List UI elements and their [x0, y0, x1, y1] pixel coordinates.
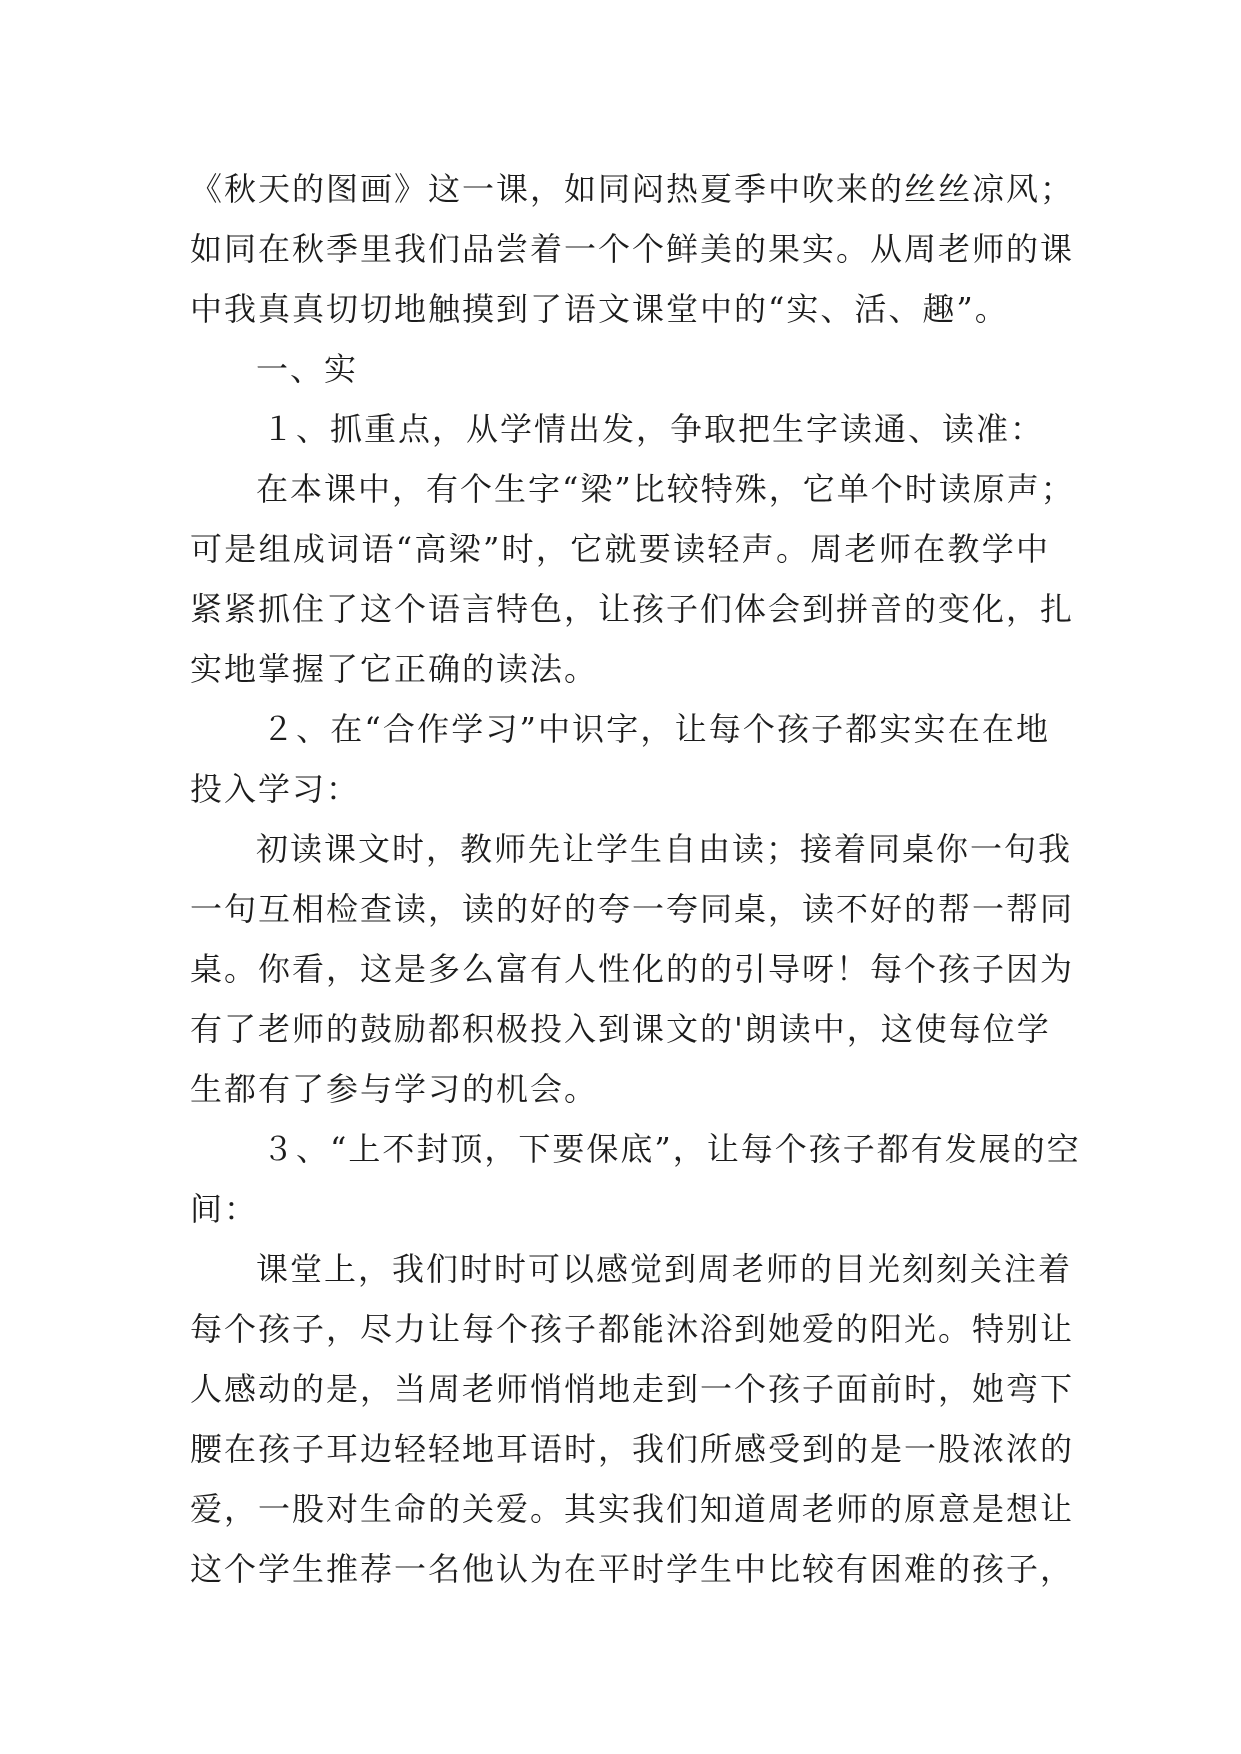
text-line: 实地掌握了它正确的读法。 — [190, 650, 599, 688]
text-line: 可是组成词语“高梁”时，它就要读轻声。周老师在教学中 — [190, 530, 1050, 568]
subheading: ２、在“合作学习”中识字，让每个孩子都实实在在地 — [262, 710, 1050, 748]
text-line: 桌。你看，这是多么富有人性化的的引导呀！每个孩子因为 — [190, 950, 1075, 988]
section-heading: 一、实 — [256, 350, 359, 388]
text-line: 初读课文时，教师先让学生自由读；接着同桌你一句我 — [256, 830, 1073, 868]
subheading: ３、“上不封顶，下要保底”，让每个孩子都有发展的空 — [262, 1130, 1081, 1168]
text-line: 每个孩子，尽力让每个孩子都能沐浴到她爱的阳光。特别让 — [190, 1310, 1075, 1348]
text-line: 如同在秋季里我们品尝着一个个鲜美的果实。从周老师的课 — [190, 230, 1075, 268]
text-line: 腰在孩子耳边轻轻地耳语时，我们所感受到的是一股浓浓的 — [190, 1430, 1075, 1468]
text-line: 生都有了参与学习的机会。 — [190, 1070, 599, 1108]
text-line: 课堂上，我们时时可以感觉到周老师的目光刻刻关注着 — [256, 1250, 1073, 1288]
text-line: 投入学习： — [190, 770, 361, 808]
text-line: 紧紧抓住了这个语言特色，让孩子们体会到拼音的变化，扎 — [190, 590, 1075, 628]
text-line: 爱，一股对生命的关爱。其实我们知道周老师的原意是想让 — [190, 1490, 1075, 1528]
text-line: 中我真真切切地触摸到了语文课堂中的“实、活、趣”。 — [190, 290, 1009, 328]
subheading: １、抓重点，从学情出发，争取把生字读通、读准： — [262, 410, 1045, 448]
text-line: 间： — [190, 1190, 259, 1228]
text-line: 《秋天的图画》这一课，如同闷热夏季中吹来的丝丝凉风； — [190, 170, 1075, 208]
text-line: 这个学生推荐一名他认为在平时学生中比较有困难的孩子， — [190, 1550, 1075, 1588]
text-line: 人感动的是，当周老师悄悄地走到一个孩子面前时，她弯下 — [190, 1370, 1075, 1408]
text-line: 一句互相检查读，读的好的夸一夸同桌，读不好的帮一帮同 — [190, 890, 1075, 928]
text-line: 在本课中，有个生字“梁”比较特殊，它单个时读原声； — [256, 470, 1075, 508]
document-body — [190, 159, 1081, 1599]
text-line: 有了老师的鼓励都积极投入到课文的'朗读中，这使每位学 — [190, 1010, 1051, 1048]
